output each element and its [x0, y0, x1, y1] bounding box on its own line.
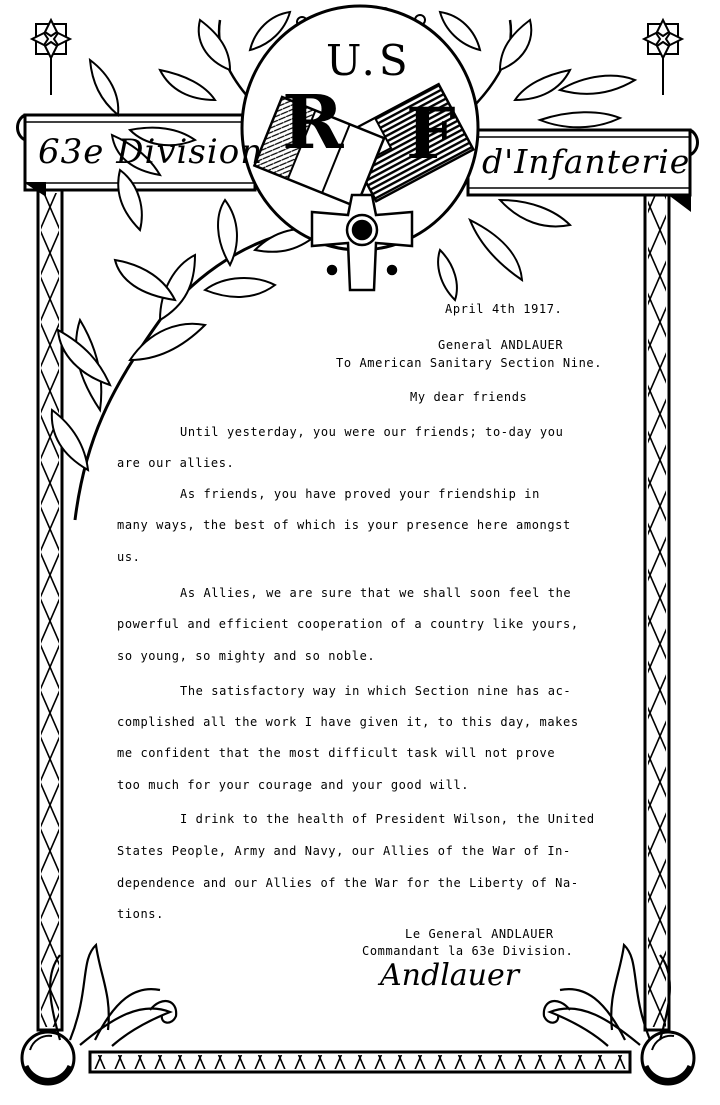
letter-line: are our allies.	[117, 456, 235, 470]
top-left-cross-emblem	[32, 20, 70, 95]
letter-sender: General ANDLAUER	[438, 338, 564, 352]
letter-line: tions.	[117, 907, 164, 921]
letter-line: Until yesterday, you were our friends; to-day you	[180, 425, 564, 439]
signature-name: Le General ANDLAUER	[405, 927, 554, 941]
letter-line: I drink to the health of President Wilson, the United	[180, 812, 595, 826]
letter-date: April 4th 1917.	[445, 302, 563, 316]
emblem-us-letters: U.S	[326, 36, 412, 85]
letter-line: so young, so mighty and so noble.	[117, 649, 376, 663]
signature-title: Commandant la 63e Division.	[362, 944, 574, 958]
handwritten-signature: Andlauer	[380, 958, 520, 993]
letter-salutation: My dear friends	[410, 390, 528, 404]
left-border-column	[38, 190, 62, 1030]
letter-line: As friends, you have proved your friendship in	[180, 487, 540, 501]
letter-recipient: To American Sanitary Section Nine.	[336, 356, 603, 370]
emblem-f-letter: F	[406, 92, 456, 175]
letter-line: many ways, the best of which is your presence here amongst	[117, 518, 571, 532]
top-right-cross-emblem	[644, 20, 682, 95]
bottom-border-bar	[90, 1052, 630, 1072]
emblem-r-letter: R	[282, 80, 344, 166]
letter-line: me confident that the most difficult task will not prove	[117, 746, 556, 760]
letter-line: complished all the work I have given it, to this day, makes	[117, 715, 579, 729]
letter-line: As Allies, we are sure that we shall soon feel the	[180, 586, 572, 600]
bottom-left-orb	[22, 1032, 74, 1084]
letter-line: The satisfactory way in which Section nine has ac-	[180, 684, 572, 698]
right-border-column	[645, 190, 669, 1030]
letter-line: too much for your courage and your good will.	[117, 778, 470, 792]
letter-line: States People, Army and Navy, our Allies of the War of In-	[117, 844, 571, 858]
division-banner-right: d'Infanterie	[482, 142, 691, 181]
division-banner-left: 63e Division	[38, 132, 264, 172]
bottom-left-scroll-ornament	[50, 945, 176, 1046]
letter-line: dependence and our Allies of the War for the Liberty of Na-	[117, 876, 579, 890]
letter-line: us.	[117, 550, 141, 564]
letter-line: powerful and efficient cooperation of a country like yours,	[117, 617, 579, 631]
